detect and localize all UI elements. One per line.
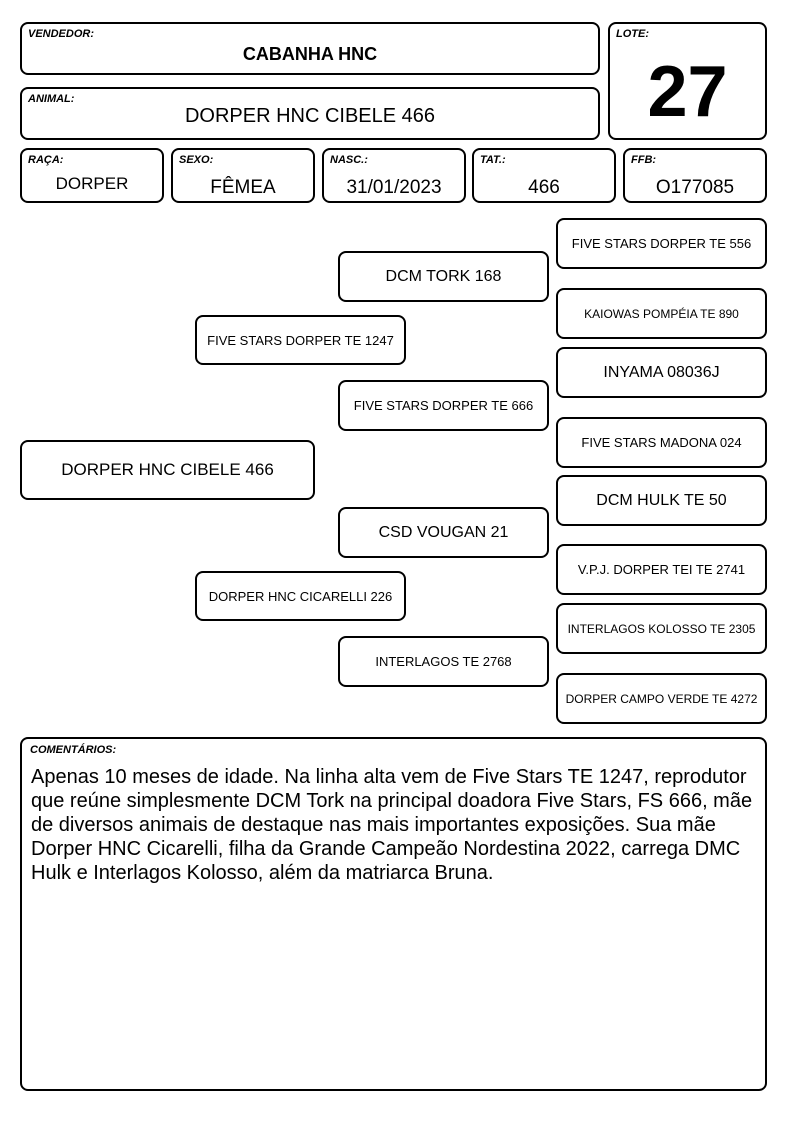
raca-box (20, 148, 164, 203)
tat-label: TAT.: (480, 154, 506, 166)
pedigree-dd-sire: INTERLAGOS KOLOSSO TE 2305 (556, 603, 767, 654)
animal-label: ANIMAL: (28, 93, 75, 105)
comments-box (20, 737, 767, 1091)
nasc-value: 31/01/2023 (346, 177, 442, 198)
ffb-value: O177085 (655, 177, 735, 198)
raca-label: RAÇA: (28, 154, 64, 166)
nasc-label: NASC.: (330, 154, 368, 166)
lote-label: LOTE: (616, 28, 649, 40)
animal-box (20, 87, 600, 140)
vendedor-label: VENDEDOR: (28, 28, 95, 40)
tat-box (472, 148, 616, 203)
lote-number: 27 (647, 52, 728, 132)
pedigree-dam: DORPER HNC CICARELLI 226 (195, 571, 406, 621)
pedigree-sire-sire: DCM TORK 168 (338, 251, 549, 302)
pedigree-ds-sire: DCM HULK TE 50 (556, 475, 767, 526)
pedigree-ss-dam: KAIOWAS POMPÉIA TE 890 (556, 288, 767, 339)
nasc-box (322, 148, 466, 203)
comments-label: COMENTÁRIOS: (30, 744, 117, 756)
pedigree-ss-sire: FIVE STARS DORPER TE 556 (556, 218, 767, 269)
sexo-value: FÊMEA (210, 177, 276, 198)
pedigree-sire: FIVE STARS DORPER TE 1247 (195, 315, 406, 365)
pedigree-animal: DORPER HNC CIBELE 466 (20, 440, 315, 500)
pedigree-sd-dam: FIVE STARS MADONA 024 (556, 417, 767, 468)
vendedor-box (20, 22, 600, 75)
ffb-label: FFB: (631, 154, 657, 166)
tat-value: 466 (528, 177, 560, 198)
vendedor-value: CABANHA HNC (242, 44, 378, 64)
sexo-label: SEXO: (179, 154, 214, 166)
ffb-box (623, 148, 767, 203)
pedigree-ds-dam: V.P.J. DORPER TEI TE 2741 (556, 544, 767, 595)
pedigree-dd-dam: DORPER CAMPO VERDE TE 4272 (556, 673, 767, 724)
pedigree-sd-sire: INYAMA 08036J (556, 347, 767, 398)
pedigree-sire-dam: FIVE STARS DORPER TE 666 (338, 380, 549, 431)
raca-value: DORPER (55, 174, 129, 193)
sexo-box (171, 148, 315, 203)
animal-value: DORPER HNC CIBELE 466 (184, 105, 436, 127)
comments-text: Apenas 10 meses de idade. Na linha alta vem de Five Stars TE 1247, reprodutor que reúne simplesmente DCM Tork na principal doadora Five Stars, FS 666, mãe de diversos animais de destaque nas mais importantes exposições. Sua mãe Dorper HNC Cicarelli, filha da Grande Campeão Nordestina 2022, carrega DMC Hulk e Interlagos Kolosso, além da matriarca Bruna. (31, 766, 753, 884)
pedigree-dam-sire: CSD VOUGAN 21 (338, 507, 549, 558)
lote-box (608, 22, 767, 140)
pedigree-dam-dam: INTERLAGOS TE 2768 (338, 636, 549, 687)
